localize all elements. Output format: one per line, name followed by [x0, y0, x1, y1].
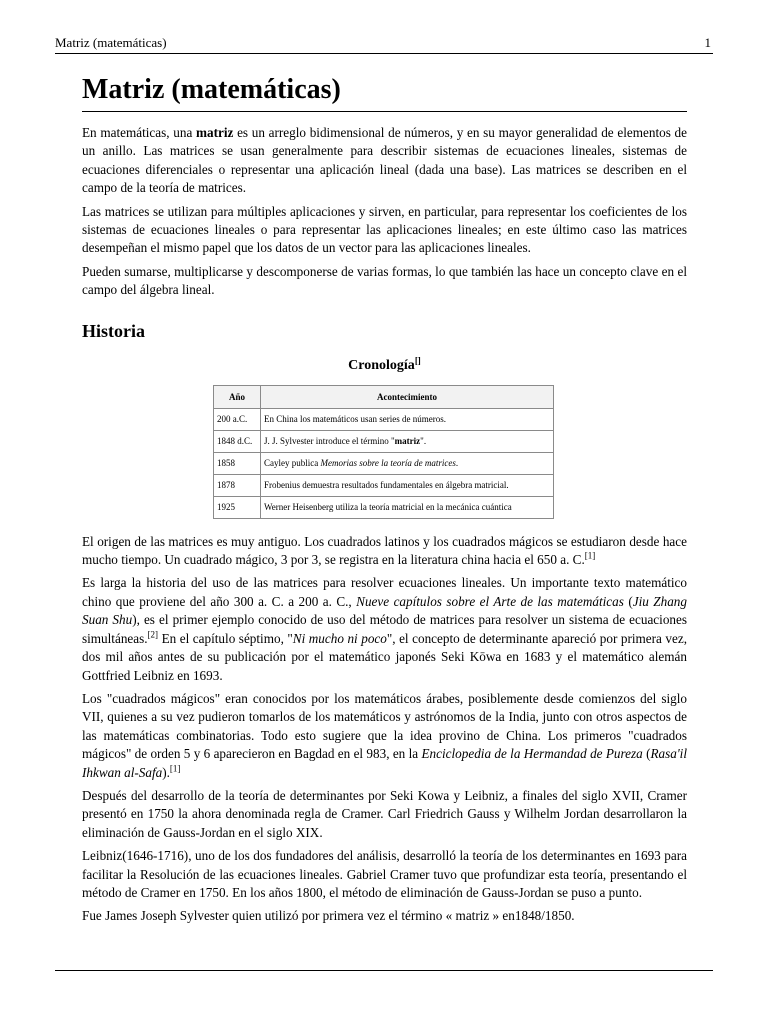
table-header-row: [214, 385, 554, 408]
caption-ref[interactable]: []: [414, 355, 421, 365]
ref-link[interactable]: [1]: [584, 550, 596, 561]
page-title: Matriz (matemáticas): [82, 73, 687, 112]
matriz-term: matriz: [196, 125, 234, 140]
page-number: 1: [704, 35, 711, 50]
history-paragraph-6: Fue James Joseph Sylvester quien utilizó por primera vez el término « matriz » en1848/1850.: [82, 908, 575, 924]
event-cell: J. J. Sylvester introduce el término "matriz".: [261, 430, 554, 452]
year-cell: 1848 d.C.: [214, 430, 261, 452]
table-row: [214, 408, 554, 430]
footer-rule: [55, 970, 713, 971]
ref-link[interactable]: [2]: [147, 629, 159, 640]
history-paragraph-1: El origen de las matrices es muy antiguo. Los cuadrados latinos y los cuadrados mágicos se estudiaron desde hace mucho tiempo. Un cuadrado mágico, 3 por 3, se registra en la literatura china hacia el 650 a. C.[1]: [82, 533, 687, 568]
table-row: [214, 496, 554, 518]
column-header: Acontecimiento: [261, 385, 554, 408]
table-caption: Cronología[]: [348, 355, 421, 373]
event-cell: Frobenius demuestra resultados fundamentales en álgebra matricial.: [261, 474, 554, 496]
column-header: Año: [214, 385, 261, 408]
chronology-table: [213, 385, 554, 519]
history-paragraph-5: Leibniz(1646-1716), uno de los dos fundadores del análisis, desarrolló la teoría de los determinantes en 1693 para facilitar la Resolución de las ecuaciones lineales. Gabriel Cramer tuvo que profundizar esta teoría, presentando el método de Cramer en 1750. En los años 1800, el método de eliminación de Gauss-Jordan se puso a punto.: [82, 848, 687, 900]
event-cell: En China los matemáticos usan series de números.: [261, 408, 554, 430]
year-cell: 200 a.C.: [214, 408, 261, 430]
header-title: Matriz (matemáticas): [55, 35, 167, 50]
history-paragraph-4: Después del desarrollo de la teoría de determinantes por Seki Kowa y Leibniz, a finales del siglo XVII, Cramer presentó en 1750 la ahora denominada regla de Cramer. Carl Friedrich Gauss y Wilhelm Jordan desarrollaron la eliminación de Gauss-Jordan en el siglo XIX.: [82, 787, 687, 840]
table-row: [214, 452, 554, 474]
intro-paragraph-2: Las matrices se utilizan para múltiples aplicaciones y sirven, en particular, para representar los coeficientes de los sistemas de ecuaciones lineales o para representar las aplicaciones lineales; en este último caso las matrices desempeñan el mismo papel que los datos de un vector para las aplicaciones lineales.: [82, 203, 687, 256]
ref-link[interactable]: [1]: [169, 763, 181, 774]
article: [82, 73, 687, 931]
section-heading-historia: Historia: [82, 320, 145, 341]
year-cell: 1925: [214, 496, 261, 518]
event-cell: Cayley publica Memorias sobre la teoría de matrices.: [261, 452, 554, 474]
page-header: [55, 35, 713, 54]
year-cell: 1858: [214, 452, 261, 474]
table-row: [214, 430, 554, 452]
event-cell: Werner Heisenberg utiliza la teoría matricial en la mecánica cuántica: [261, 496, 554, 518]
intro-paragraph-3: Pueden sumarse, multiplicarse y descomponerse de varias formas, lo que también las hace un concepto clave en el campo del álgebra lineal.: [82, 263, 687, 298]
intro-paragraph-1: En matemáticas, una matriz es un arreglo bidimensional de números, y en su mayor generalidad de elementos de un anillo. Las matrices se usan generalmente para describir sistemas de ecuaciones lineales, sistemas de ecuaciones diferenciales o representar una aplicación lineal (dada una base). Las matrices se describen en el campo de la teoría de matrices.: [82, 125, 687, 196]
history-paragraph-2: Es larga la historia del uso de las matrices para resolver ecuaciones lineales. Un importante texto matemático chino que proviene del año 300 a. C. a 200 a. C., Nueve capítulos sobre el Arte de las matemáticas (Jiu Zhang Suan Shu), es el primer ejemplo conocido de uso del método de matrices para resolver un sistema de ecuaciones simultáneas.[2] En el capítulo séptimo, "Ni mucho ni poco", el concepto de determinante apareció por primera vez, dos mil años antes de su publicación por el matemático japonés Seki Kōwa en 1683 y el matemático alemán Gottfried Leibniz en 1693.: [82, 575, 687, 683]
table-row: [214, 474, 554, 496]
year-cell: 1878: [214, 474, 261, 496]
history-paragraph-3: Los "cuadrados mágicos" eran conocidos por los matemáticos árabes, posiblemente desde comienzos del siglo VII, quienes a su vez pudieron tomarlos de los matemáticos y astrónomos de la India, junto con otros aspectos de las matemáticas combinatorias. Todo esto sugiere que la idea provino de China. Los primeros "cuadrados mágicos" de orden 5 y 6 aparecieron en Bagdad en el 983, en la Enciclopedia de la Hermandad de Pureza (Rasa'il Ihkwan al-Safa).[1]: [82, 690, 687, 780]
